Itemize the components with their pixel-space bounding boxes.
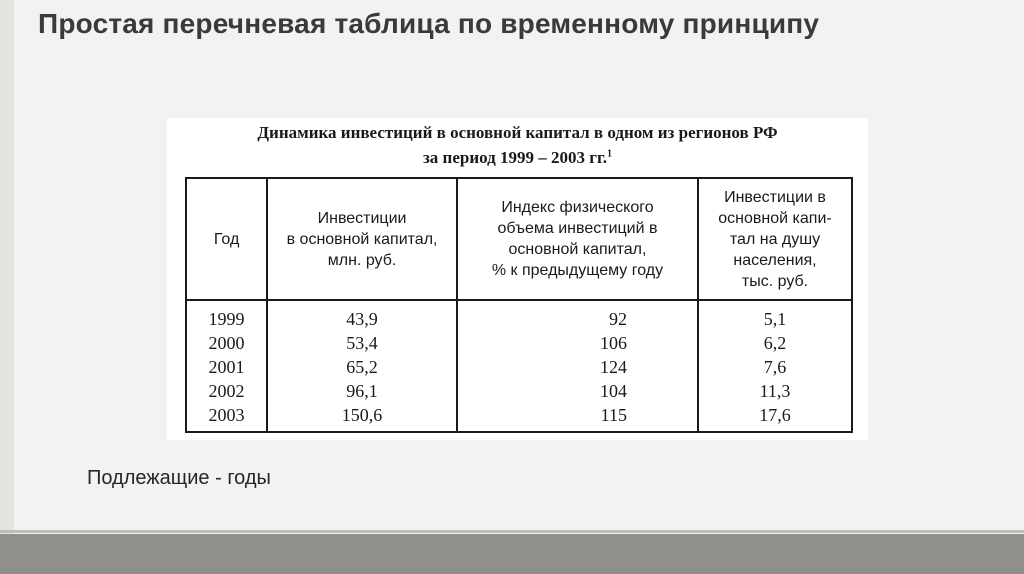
table-title-line-1: Динамика инвестиций в основной капитал в одном из регионов РФ <box>257 123 778 142</box>
header-physical-volume-index: Индекс физического объема инвестиций в основной капитал, % к предыдущему году <box>457 178 698 300</box>
cell-investments: 65,2 <box>267 355 457 379</box>
footer-bar <box>0 534 1024 574</box>
header-investments-per-capita: Инвестиции в основной капи- тал на душу населения, тыс. руб. <box>698 178 852 300</box>
cell-investments: 150,6 <box>267 403 457 432</box>
table-row <box>186 355 852 379</box>
table-row <box>186 379 852 403</box>
cell-index: 124 <box>457 355 698 379</box>
cell-year: 2001 <box>186 355 267 379</box>
cell-per-capita: 6,2 <box>698 331 852 355</box>
cell-per-capita: 5,1 <box>698 300 852 331</box>
cell-index: 115 <box>457 403 698 432</box>
cell-year: 2000 <box>186 331 267 355</box>
cell-investments: 96,1 <box>267 379 457 403</box>
footnote-mark: 1 <box>607 148 613 160</box>
investment-table <box>185 177 853 433</box>
cell-year: 1999 <box>186 300 267 331</box>
cell-per-capita: 7,6 <box>698 355 852 379</box>
header-year: Год <box>186 178 267 300</box>
table-title-line-2: за период 1999 – 2003 гг.$^1$ <box>422 148 613 167</box>
left-edge-strip <box>0 0 14 574</box>
cell-per-capita: 17,6 <box>698 403 852 432</box>
cell-index: 106 <box>457 331 698 355</box>
cell-year: 2002 <box>186 379 267 403</box>
table-row <box>186 403 852 432</box>
cell-investments: 53,4 <box>267 331 457 355</box>
cell-investments: 43,9 <box>267 300 457 331</box>
table-header-row <box>186 178 852 300</box>
cell-year: 2003 <box>186 403 267 432</box>
header-investments: Инвестиции в основной капитал, млн. руб. <box>267 178 457 300</box>
cell-index: 104 <box>457 379 698 403</box>
footer-divider <box>0 530 1024 533</box>
table-row <box>186 331 852 355</box>
cell-per-capita: 11,3 <box>698 379 852 403</box>
cell-index: 92 <box>457 300 698 331</box>
table-row <box>186 300 852 331</box>
slide-title: Простая перечневая таблица по временному принципу <box>38 8 820 39</box>
caption-text: Подлежащие - годы <box>87 467 271 489</box>
table-image <box>167 118 868 440</box>
